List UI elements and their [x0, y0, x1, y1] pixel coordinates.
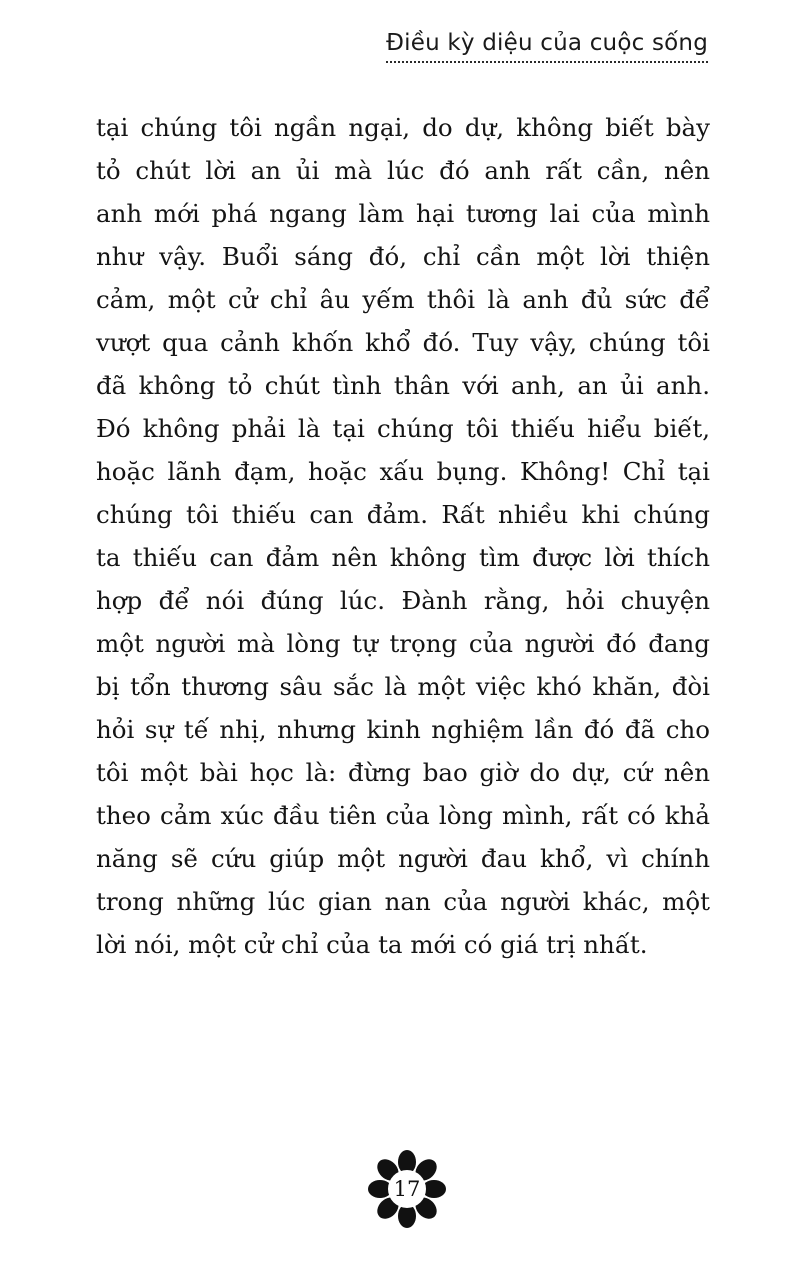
running-header-title: Điều kỳ diệu của cuộc sống — [386, 30, 708, 63]
text-line: vượt qua cảnh khốn khổ đó. Tuy vậy, chúng tôi — [96, 328, 710, 357]
text-line: hợp để nói đúng lúc. Đành rằng, hỏi chuyện — [96, 586, 710, 615]
text-line: cảm, một cử chỉ âu yếm thôi là anh đủ sức để — [96, 285, 710, 314]
text-line: tôi một bài học là: đừng bao giờ do dự, cứ nên — [96, 758, 710, 787]
text-line: hoặc lãnh đạm, hoặc xấu bụng. Không! Chỉ tại — [96, 457, 710, 486]
text-line: bị tổn thương sâu sắc là một việc khó khăn, đòi — [96, 672, 710, 701]
text-line: năng sẽ cứu giúp một người đau khổ, vì chính — [96, 844, 710, 873]
page-number-ornament — [364, 1146, 450, 1232]
text-line: theo cảm xúc đầu tiên của lòng mình, rất có khả — [96, 801, 710, 830]
text-line: một người mà lòng tự trọng của người đó đang — [96, 629, 710, 658]
text-line: trong những lúc gian nan của người khác, một — [96, 887, 710, 916]
text-line: lời nói, một cử chỉ của ta mới có giá trị nhất. — [96, 930, 648, 959]
text-line: tỏ chút lời an ủi mà lúc đó anh rất cần, nên — [96, 156, 710, 185]
text-line: chúng tôi thiếu can đảm. Rất nhiều khi chúng — [96, 500, 710, 529]
text-line: ta thiếu can đảm nên không tìm được lời thích — [96, 543, 710, 572]
text-line: đã không tỏ chút tình thân với anh, an ủi anh. — [96, 371, 710, 400]
text-line: hỏi sự tế nhị, nhưng kinh nghiệm lần đó đã cho — [96, 715, 710, 744]
text-line: như vậy. Buổi sáng đó, chỉ cần một lời thiện — [96, 242, 710, 271]
text-line: Đó không phải là tại chúng tôi thiếu hiểu biết, — [96, 414, 710, 443]
text-line: anh mới phá ngang làm hại tương lai của mình — [96, 199, 710, 228]
body-paragraph — [96, 106, 710, 966]
text-line: tại chúng tôi ngần ngại, do dự, không biết bày — [96, 113, 710, 142]
page-number: 17 — [393, 1177, 421, 1201]
